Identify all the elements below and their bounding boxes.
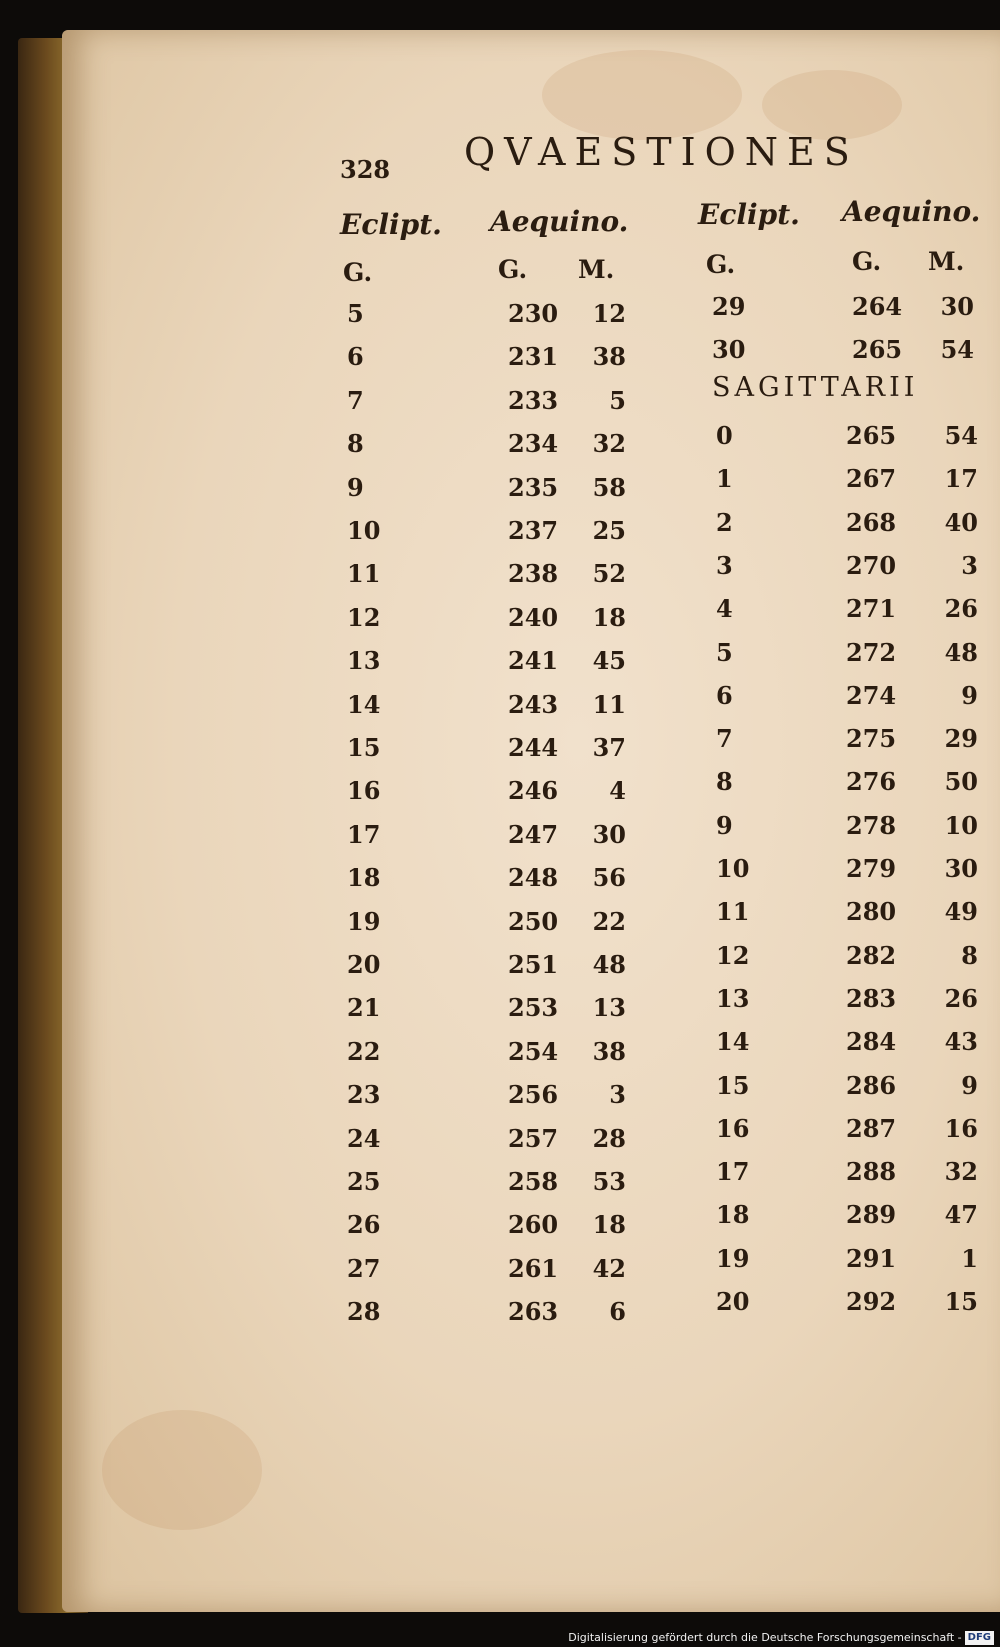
right-eclipt-cell: 13	[716, 983, 750, 1013]
right-aequino-g-cell: 292	[846, 1287, 897, 1316]
left-aequino-g-cell: 254	[508, 1036, 559, 1066]
left-aequino-unit-g: G.	[498, 255, 528, 284]
left-eclipt-cell: 27	[347, 1253, 381, 1283]
left-aequino-g-cell: 257	[508, 1123, 559, 1153]
left-aequino-m-cell: 58	[592, 472, 626, 502]
left-aequino-m-cell: 52	[592, 559, 626, 589]
right-aequino-m-cell: 15	[944, 1287, 978, 1316]
right-eclipt-cell: 18	[716, 1200, 750, 1230]
right-eclipt-unit: G.	[706, 250, 736, 279]
right-aequino-m-cell: 3	[961, 550, 978, 580]
left-eclipt-cell: 19	[347, 906, 381, 936]
right-aequino-g-cell: 278	[846, 810, 897, 840]
left-aequino-g-cell: 246	[508, 776, 559, 806]
right-eclipt-cell: 9	[716, 810, 733, 840]
right-eclipt-cell: 10	[716, 854, 750, 883]
section-title-sagittarii: SAGITTARII	[712, 372, 919, 403]
right-eclipt-cell: 0	[716, 421, 733, 450]
right-aequino-m-cell: 8	[961, 940, 978, 970]
left-eclipt-cell: 9	[347, 472, 364, 502]
left-aequino-g-cell: 251	[508, 950, 559, 979]
right-aequino-m-cell: 1	[961, 1243, 978, 1273]
left-eclipt-cell: 16	[347, 776, 381, 806]
right-aequino-g-cell: 268	[846, 507, 897, 537]
left-eclipt-cell: 13	[347, 646, 381, 676]
left-eclipt-cell: 7	[347, 385, 364, 415]
left-eclipt-cell: 22	[347, 1036, 381, 1066]
right-eclipt-cell: 12	[716, 940, 750, 970]
right-aequino-m-cell: 43	[944, 1027, 978, 1057]
left-aequino-g-cell: 230	[508, 299, 559, 328]
right-aequino-g-cell: 289	[846, 1200, 897, 1230]
left-eclipt-cell: 14	[347, 689, 381, 719]
left-eclipt-cell: 5	[347, 299, 364, 328]
right-aequino-g-cell: 264	[852, 292, 903, 321]
right-eclipt-cell: 16	[716, 1113, 750, 1143]
right-aequino-header: Aequino.	[842, 195, 981, 228]
right-aequino-m-cell: 54	[940, 335, 974, 364]
left-aequino-m-cell: 37	[592, 733, 626, 762]
right-aequino-m-cell: 9	[961, 680, 978, 710]
left-aequino-m-cell: 3	[609, 1080, 626, 1110]
right-aequino-g-cell: 287	[846, 1113, 897, 1143]
right-eclipt-cell: 2	[716, 507, 733, 537]
right-aequino-g-cell: 271	[846, 594, 897, 624]
right-eclipt-cell: 29	[712, 292, 746, 321]
right-eclipt-cell: 1	[716, 464, 733, 494]
left-aequino-g-cell: 234	[508, 429, 559, 459]
left-aequino-m-cell: 56	[592, 863, 626, 893]
right-aequino-m-cell: 30	[944, 854, 978, 883]
left-aequino-m-cell: 18	[592, 1210, 626, 1240]
left-aequino-g-cell: 261	[508, 1253, 559, 1283]
right-aequino-m-cell: 40	[944, 507, 978, 537]
left-aequino-g-cell: 237	[508, 516, 559, 545]
left-aequino-g-cell: 247	[508, 819, 559, 849]
right-aequino-m-cell: 49	[944, 897, 978, 927]
right-aequino-g-cell: 265	[852, 335, 903, 364]
left-eclipt-cell: 21	[347, 993, 381, 1023]
left-aequino-m-cell: 53	[592, 1167, 626, 1196]
right-eclipt-cell: 6	[716, 680, 733, 710]
right-aequino-g-cell: 274	[846, 680, 897, 710]
right-eclipt-cell: 19	[716, 1243, 750, 1273]
left-eclipt-cell: 18	[347, 863, 381, 893]
right-eclipt-cell: 7	[716, 724, 733, 754]
right-aequino-m-cell: 17	[944, 464, 978, 494]
left-aequino-m-cell: 45	[592, 646, 626, 676]
right-aequino-unit-m: M.	[928, 247, 965, 276]
left-eclipt-cell: 26	[347, 1210, 381, 1240]
page-number: 328	[340, 155, 391, 184]
left-eclipt-cell: 11	[347, 559, 381, 589]
left-aequino-g-cell: 253	[508, 993, 559, 1023]
left-aequino-g-cell: 260	[508, 1210, 559, 1240]
left-aequino-g-cell: 231	[508, 342, 559, 372]
left-eclipt-cell: 23	[347, 1080, 381, 1110]
right-aequino-g-cell: 265	[846, 421, 897, 450]
left-eclipt-unit: G.	[343, 258, 373, 287]
left-aequino-m-cell: 38	[592, 1036, 626, 1066]
left-aequino-header: Aequino.	[490, 205, 629, 238]
right-aequino-g-cell: 284	[846, 1027, 897, 1057]
left-aequino-g-cell: 258	[508, 1167, 559, 1196]
right-eclipt-cell: 4	[716, 594, 733, 624]
dfg-logo: DFG	[965, 1631, 994, 1645]
right-aequino-m-cell: 48	[944, 637, 978, 667]
right-eclipt-cell: 5	[716, 637, 733, 667]
footer-text: Digitalisierung gefördert durch die Deutsche Forschungsgemeinschaft -	[568, 1631, 962, 1644]
right-aequino-g-cell: 275	[846, 724, 897, 754]
right-aequino-g-cell: 279	[846, 854, 897, 883]
left-aequino-m-cell: 48	[592, 950, 626, 979]
left-aequino-m-cell: 30	[592, 819, 626, 849]
right-aequino-m-cell: 26	[944, 983, 978, 1013]
left-eclipt-cell: 12	[347, 602, 381, 632]
right-aequino-g-cell: 267	[846, 464, 897, 494]
right-aequino-m-cell: 10	[944, 810, 978, 840]
left-aequino-m-cell: 22	[592, 906, 626, 936]
left-aequino-g-cell: 240	[508, 602, 559, 632]
left-eclipt-cell: 20	[347, 950, 381, 979]
right-aequino-m-cell: 9	[961, 1070, 978, 1100]
left-aequino-m-cell: 13	[592, 993, 626, 1023]
left-aequino-m-cell: 25	[592, 516, 626, 545]
right-eclipt-cell: 11	[716, 897, 750, 927]
left-eclipt-cell: 8	[347, 429, 364, 459]
left-eclipt-cell: 28	[347, 1297, 381, 1327]
right-aequino-g-cell: 283	[846, 983, 897, 1013]
left-aequino-unit-m: M.	[578, 255, 615, 284]
right-aequino-m-cell: 29	[944, 724, 978, 754]
right-aequino-m-cell: 54	[944, 421, 978, 450]
left-aequino-g-cell: 263	[508, 1297, 559, 1327]
left-aequino-m-cell: 18	[592, 602, 626, 632]
left-aequino-g-cell: 233	[508, 385, 559, 415]
left-aequino-g-cell: 248	[508, 863, 559, 893]
right-aequino-m-cell: 47	[944, 1200, 978, 1230]
left-aequino-m-cell: 6	[609, 1297, 626, 1327]
right-aequino-g-cell: 272	[846, 637, 897, 667]
left-aequino-m-cell: 28	[592, 1123, 626, 1153]
left-aequino-g-cell: 243	[508, 689, 559, 719]
right-eclipt-header: Eclipt.	[698, 198, 800, 231]
left-aequino-m-cell: 11	[592, 689, 626, 719]
right-eclipt-cell: 8	[716, 767, 733, 797]
left-eclipt-cell: 6	[347, 342, 364, 372]
left-aequino-m-cell: 5	[609, 385, 626, 415]
right-eclipt-cell: 30	[712, 335, 746, 364]
right-eclipt-cell: 3	[716, 550, 733, 580]
left-eclipt-cell: 17	[347, 819, 381, 849]
right-aequino-m-cell: 16	[944, 1113, 978, 1143]
right-aequino-m-cell: 30	[940, 292, 974, 321]
right-aequino-g-cell: 291	[846, 1243, 897, 1273]
left-eclipt-cell: 25	[347, 1167, 381, 1196]
right-aequino-m-cell: 26	[944, 594, 978, 624]
left-eclipt-header: Eclipt.	[340, 208, 442, 241]
right-aequino-unit-g: G.	[852, 247, 882, 276]
right-eclipt-cell: 17	[716, 1157, 750, 1187]
right-aequino-g-cell: 288	[846, 1157, 897, 1187]
left-eclipt-cell: 10	[347, 516, 381, 545]
right-eclipt-cell: 15	[716, 1070, 750, 1100]
digitization-footer	[0, 1629, 1000, 1647]
right-aequino-g-cell: 282	[846, 940, 897, 970]
left-aequino-m-cell: 12	[592, 299, 626, 328]
left-eclipt-cell: 24	[347, 1123, 381, 1153]
left-aequino-g-cell: 241	[508, 646, 559, 676]
left-eclipt-cell: 15	[347, 733, 381, 762]
left-aequino-g-cell: 256	[508, 1080, 559, 1110]
left-aequino-m-cell: 32	[592, 429, 626, 459]
right-aequino-g-cell: 280	[846, 897, 897, 927]
right-eclipt-cell: 14	[716, 1027, 750, 1057]
right-eclipt-cell: 20	[716, 1287, 750, 1316]
left-aequino-g-cell: 244	[508, 733, 559, 762]
left-aequino-g-cell: 238	[508, 559, 559, 589]
right-aequino-m-cell: 32	[944, 1157, 978, 1187]
left-aequino-m-cell: 38	[592, 342, 626, 372]
left-aequino-g-cell: 250	[508, 906, 559, 936]
left-aequino-m-cell: 4	[609, 776, 626, 806]
left-aequino-g-cell: 235	[508, 472, 559, 502]
right-aequino-g-cell: 286	[846, 1070, 897, 1100]
right-aequino-g-cell: 270	[846, 550, 897, 580]
right-aequino-g-cell: 276	[846, 767, 897, 797]
right-aequino-m-cell: 50	[944, 767, 978, 797]
page-title: QVAESTIONES	[464, 130, 859, 174]
left-aequino-m-cell: 42	[592, 1253, 626, 1283]
